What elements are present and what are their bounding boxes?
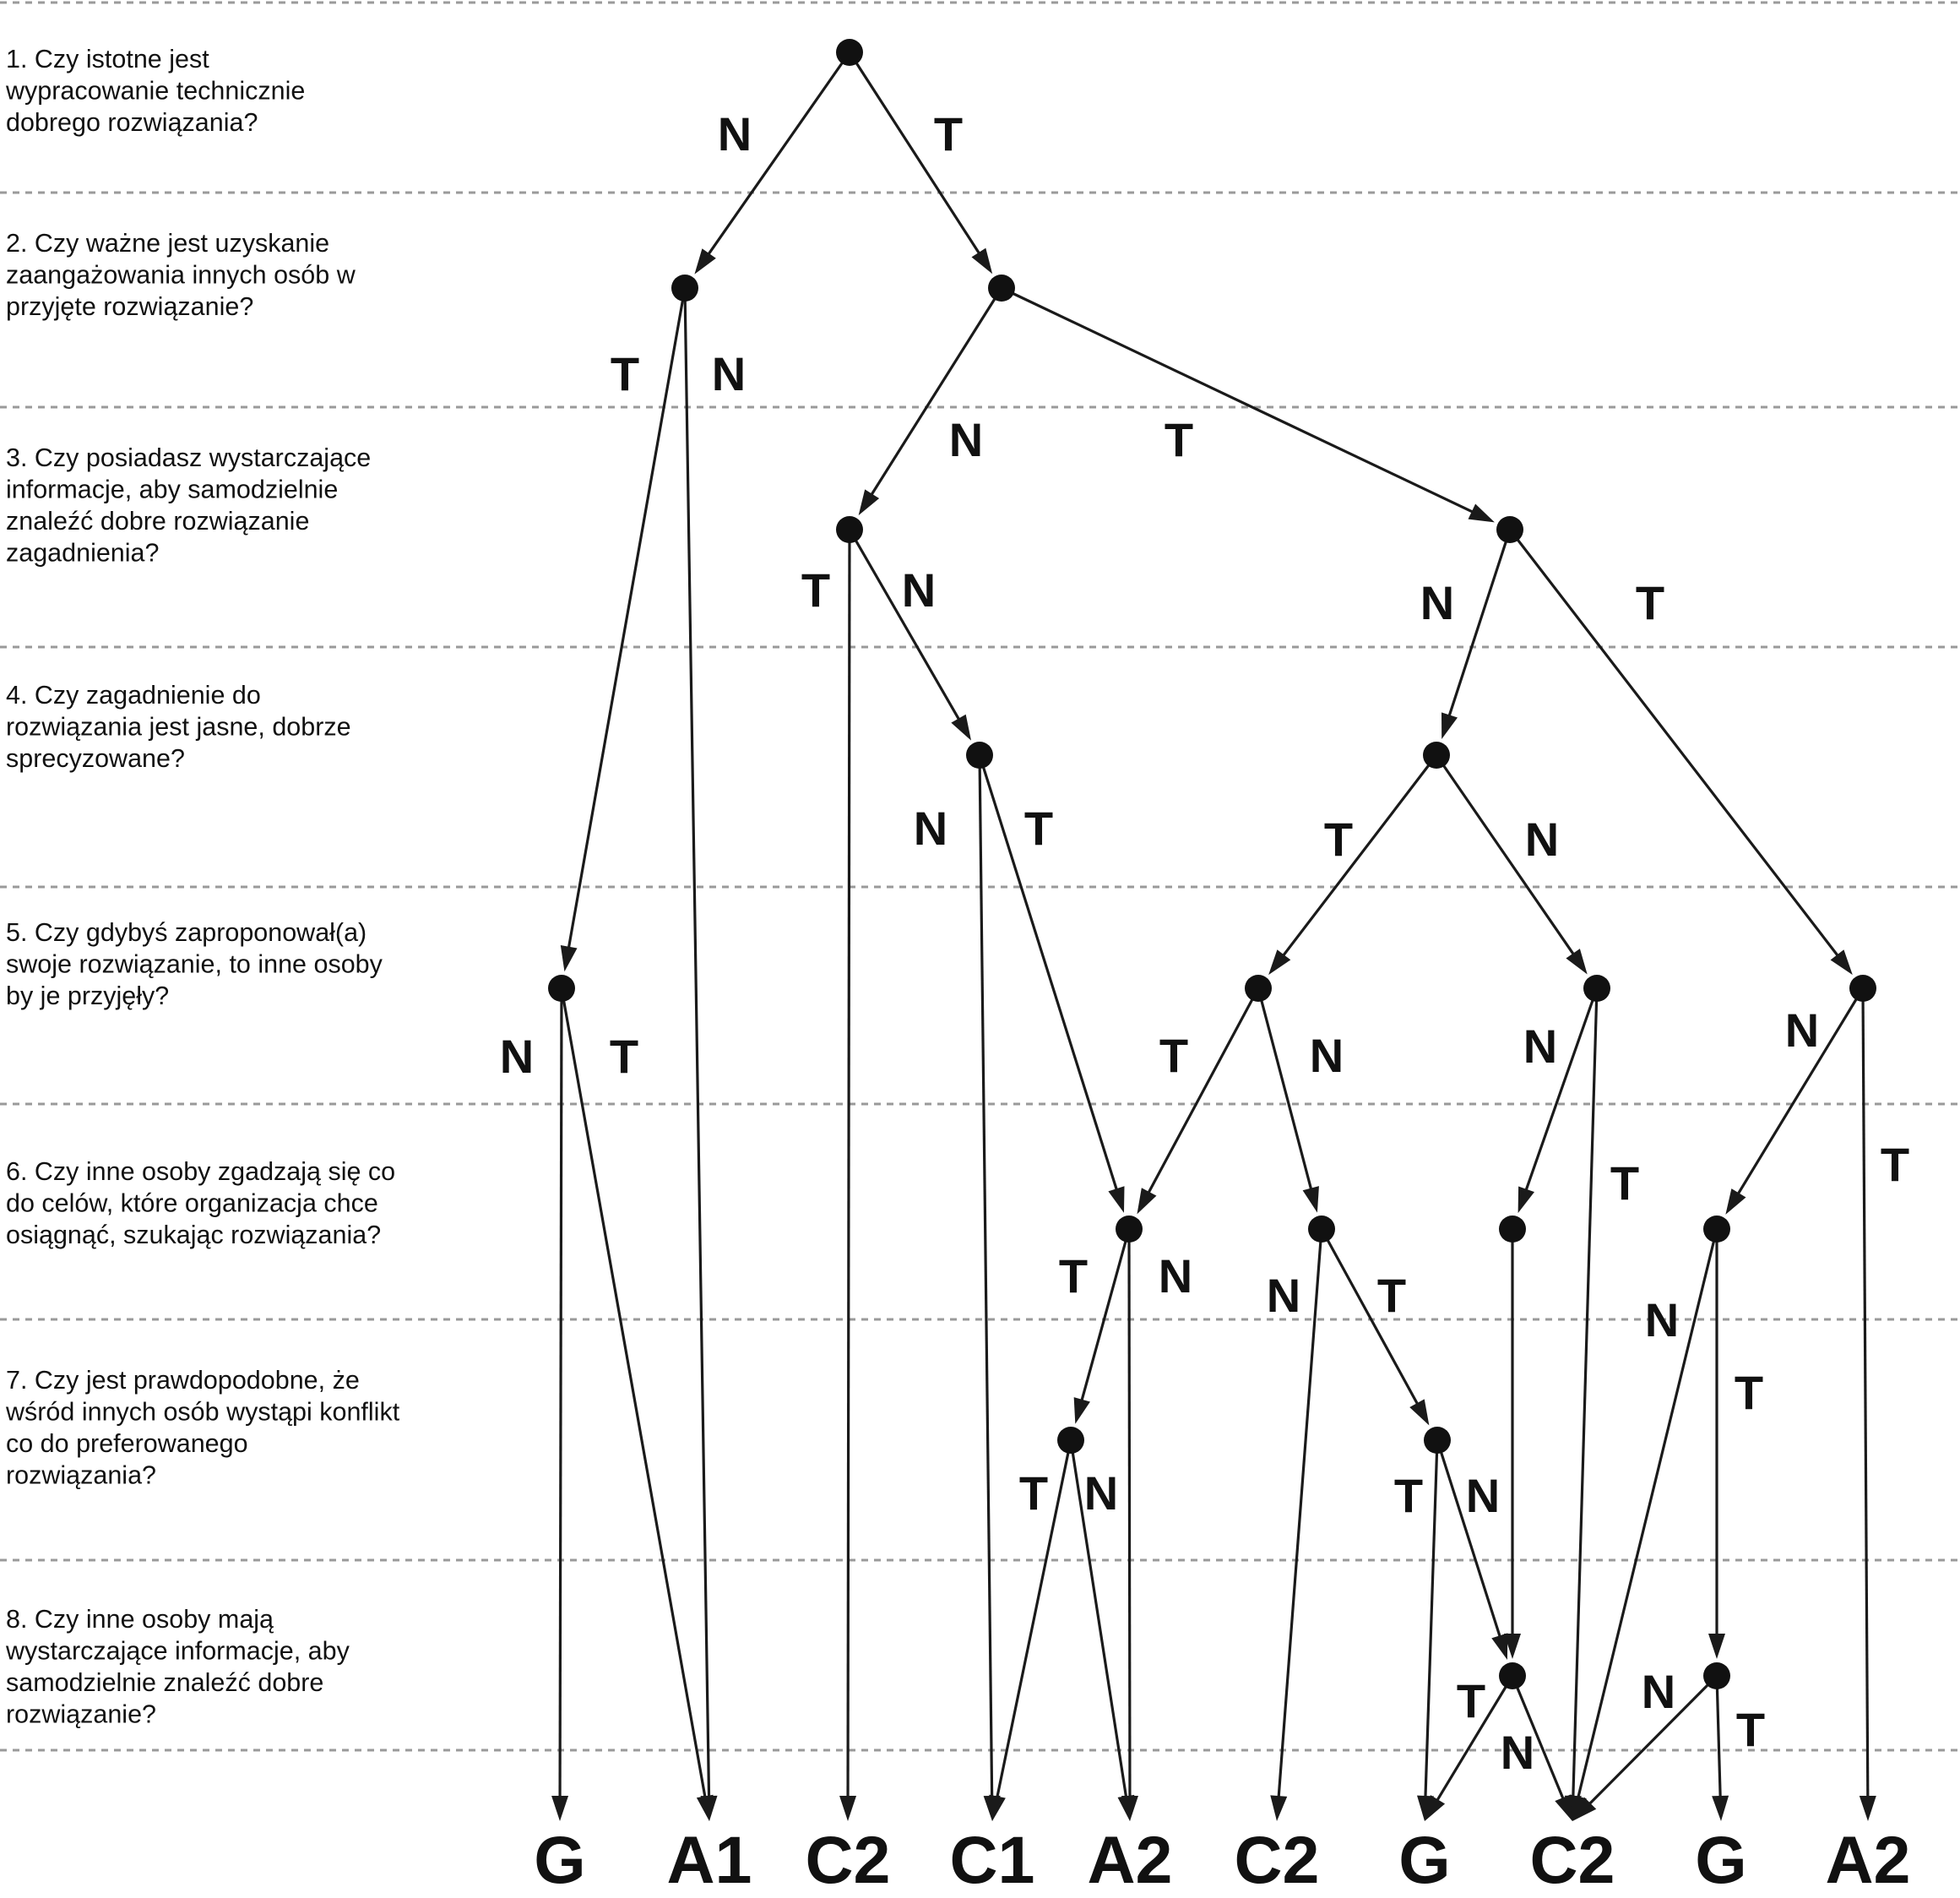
edge-q6a-q7a [1082,1229,1129,1401]
arrowhead [859,489,879,515]
edge-q5a-L1 [560,988,562,1797]
edge-q3b-q4b [1449,530,1510,716]
outcome-a2-label: A2 [1825,1822,1911,1897]
answer-label-no: N [1644,1293,1680,1346]
decision-node-q7b [1424,1427,1451,1454]
question-6: 6. Czy inne osoby zgadzają się co do celów, które organizacja chce osiągnąć, szukając rozwiązania? [6,1157,396,1249]
outcome-a1-label: A1 [666,1822,752,1897]
decision-node-q5d [1849,975,1876,1002]
arrowhead [1712,1796,1729,1821]
decision-node-q5c [1583,975,1610,1002]
edge-q2a-L2 [685,288,709,1797]
answer-label-yes: T [1023,802,1054,855]
answer-label-no: N [717,107,752,160]
decision-node-q4a [966,742,993,769]
question-2: 2. Czy ważne jest uzyskanie zaangażowania innych osób w przyjęte rozwiązanie? [6,229,356,321]
arrowhead [1108,1186,1124,1213]
decision-node-q3a [836,516,863,543]
arrowhead [839,1796,856,1821]
outcome-c2-label: C2 [805,1822,891,1897]
decision-node-q2a [671,275,698,302]
answer-label-no: N [711,347,747,400]
decision-node-q8a [1499,1662,1526,1689]
question-1: 1. Czy istotne jest wypracowanie technicznie dobrego rozwiązania? [6,45,306,137]
answer-label-yes: T [1018,1466,1049,1520]
outcome-c2-label: C2 [1234,1822,1320,1897]
answer-label-yes: T [1058,1249,1089,1302]
answer-label-yes: T [1734,1366,1764,1419]
arrowhead [1270,1795,1287,1821]
edge-q5c-L8 [1573,988,1597,1797]
answer-label-yes: T [609,1030,639,1083]
answer-label-yes: T [1376,1269,1407,1322]
decision-node-q3b [1496,516,1523,543]
outcome-g-label: G [1695,1822,1747,1897]
edge-q5a-L2 [562,988,705,1797]
edge-q5c-q6c [1526,988,1597,1191]
decision-node-q2b [988,275,1015,302]
answer-label-no: N [1524,813,1560,866]
outcome-g-label: G [1398,1822,1451,1897]
edge-q3a-q4a [850,530,959,720]
edge-q5b-q6a [1148,988,1258,1194]
edge-q3a-L3 [848,530,850,1797]
decision-node-q6c [1499,1215,1526,1243]
answer-label-yes: T [1880,1138,1910,1191]
answer-label-no: N [1083,1466,1119,1520]
arrowhead [694,248,715,274]
answer-label-yes: T [1323,813,1354,866]
arrowhead [561,945,578,971]
arrowhead [1491,1633,1507,1660]
answer-label-no: N [1465,1469,1501,1522]
question-4: 4. Czy zagadnienie do rozwiązania jest jasne, dobrze sprecyzowane? [6,681,351,773]
answer-label-yes: T [610,347,640,400]
outcome-labels [534,1822,1910,1897]
answer-label-no: N [1641,1665,1676,1718]
arrowhead [951,715,971,741]
decision-node-q5a [548,975,575,1002]
answer-label-no: N [499,1030,535,1083]
arrowhead [1860,1796,1876,1821]
answer-label-no: N [901,563,937,617]
arrowhead [1469,504,1495,523]
answer-label-no: N [1309,1029,1344,1082]
decision-node-q6d [1703,1215,1730,1243]
answer-label-no: N [948,413,984,466]
arrowhead [1831,949,1853,975]
decision-node-q6a [1116,1215,1143,1243]
answer-label-no: N [1266,1269,1301,1322]
decision-node-q1 [836,39,863,66]
decision-node-q6b [1308,1215,1335,1243]
decision-node-q8b [1703,1662,1730,1689]
arrowhead [1137,1188,1156,1214]
answer-label-no: N [913,802,948,855]
answer-label-yes: T [1635,576,1665,629]
answer-labels [500,107,1909,1779]
edge-q5d-L10 [1863,988,1868,1797]
outcome-c1-label: C1 [949,1822,1035,1897]
outcome-g-label: G [534,1822,586,1897]
answer-label-no: N [1784,1003,1820,1057]
edge-q2b-q3b [1002,288,1474,512]
question-5: 5. Czy gdybyś zaproponował(a) swoje rozwiązanie, to inne osoby by je przyjęły? [6,918,383,1010]
answer-label-no: N [1500,1726,1535,1779]
arrowhead [1268,949,1290,975]
arrowhead [971,248,992,275]
arrowhead [1074,1397,1090,1424]
edge-q6a-L5 [1129,1229,1130,1797]
outcome-a2-label: A2 [1087,1822,1173,1897]
answer-label-yes: T [801,563,831,617]
arrowhead [1555,1794,1572,1821]
edge-q7b-L7 [1425,1440,1437,1797]
arrowhead [697,1795,714,1821]
arrowhead [1118,1795,1135,1821]
outcome-c2-label: C2 [1529,1822,1615,1897]
answer-label-yes: T [1393,1469,1424,1522]
arrowhead [1409,1399,1429,1425]
answer-label-yes: T [1610,1156,1640,1210]
answer-label-yes: T [933,107,964,160]
answer-label-no: N [1523,1020,1558,1073]
edge-q3b-q5d [1510,530,1838,956]
arrowhead [1566,949,1587,974]
answer-label-no: N [1420,576,1455,629]
edge-q5b-q6b [1258,988,1311,1190]
arrowhead [1725,1188,1746,1215]
answer-label-yes: T [1164,413,1194,466]
arrowhead [1518,1187,1534,1214]
arrowhead [1708,1634,1725,1659]
arrowhead [1441,712,1458,739]
decision-node-q5b [1245,975,1272,1002]
arrowhead [1303,1186,1319,1213]
decision-node-q4b [1423,742,1450,769]
decision-node-q7a [1057,1427,1084,1454]
question-7: 7. Czy jest prawdopodobne, że wśród innych osób wystąpi konflikt co do preferowanego rozwiązania? [6,1366,400,1490]
answer-label-yes: T [1735,1703,1766,1756]
decision-nodes [548,39,1876,1689]
edge-q4a-L4 [980,755,992,1797]
answer-label-yes: T [1159,1029,1189,1082]
question-3: 3. Czy posiadasz wystarczające informacje, aby samodzielnie znaleźć dobre rozwiązanie zagadnienia? [6,443,372,568]
question-8: 8. Czy inne osoby mają wystarczające informacje, aby samodzielnie znaleźć dobre rozwiązanie? [6,1605,350,1729]
tree-edges [551,52,1876,1821]
answer-label-no: N [1158,1249,1193,1302]
edge-q4b-q5b [1283,755,1436,956]
edge-q8b-L9 [1717,1676,1720,1797]
arrowhead [551,1796,568,1821]
answer-label-yes: T [1456,1674,1486,1727]
